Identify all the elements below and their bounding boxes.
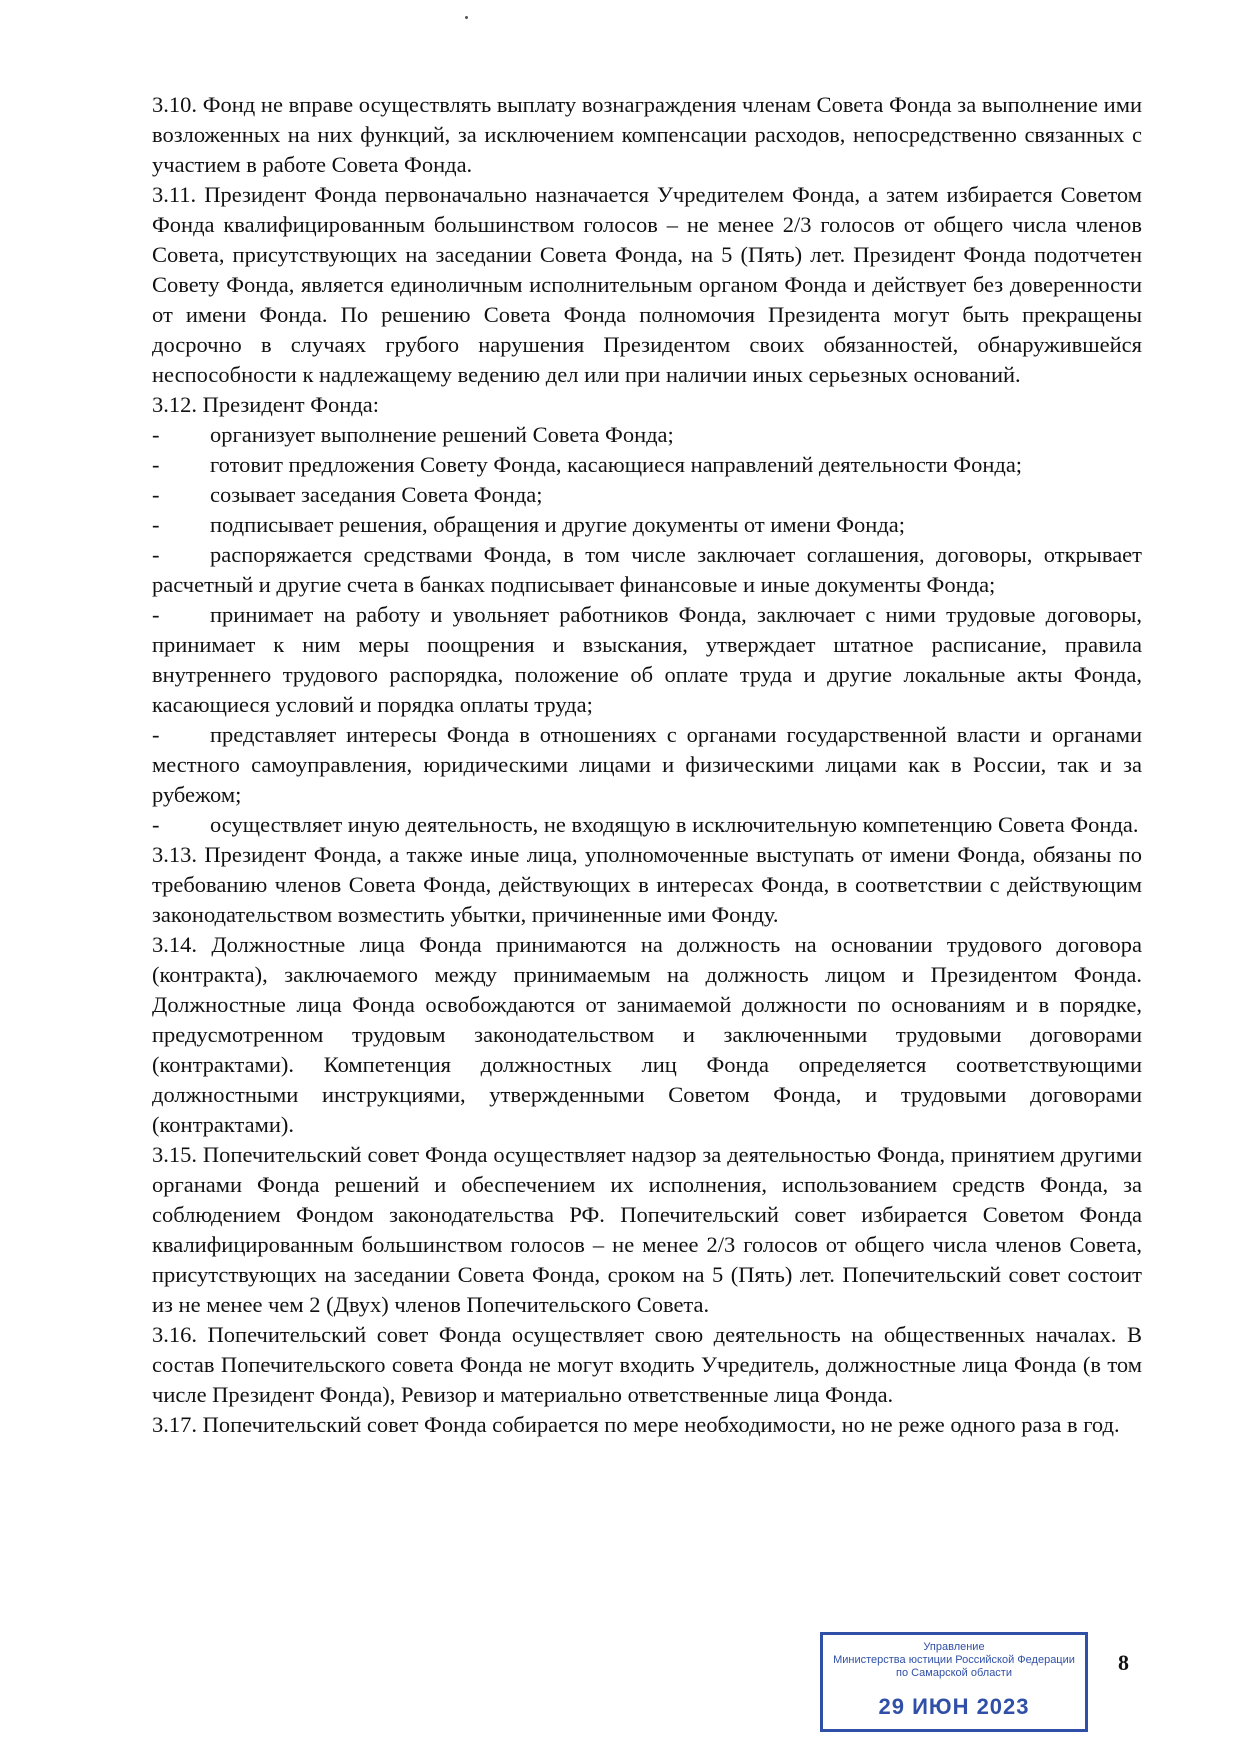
bullet-text: принимает на работу и увольняет работников Фонда, заключает с ними трудовые договоры, принимает к ним меры поощрения и взыскания, утверждает штатное расписание, правила внутреннего трудового распорядка, положение об оплате труда и другие локальные акты Фонда, касающиеся условий и порядка оплаты труда; [152, 602, 1142, 717]
list-item [152, 540, 1142, 600]
paragraph-3-16: 3.16. Попечительский совет Фонда осуществляет свою деятельность на общественных началах. В состав Попечительского совета Фонда не могут входить Учредитель, должностные лица Фонда (в том числе Президент Фонда), Ревизор и материально ответственные лица Фонда. [152, 1322, 1142, 1407]
bullet-text: созывает заседания Совета Фонда; [210, 482, 543, 507]
bullet-text: представляет интересы Фонда в отношениях с органами государственной власти и органами местного самоуправления, юридическими лицами и физическими лицами как в России, так и за рубежом; [152, 722, 1142, 807]
list-item [152, 480, 1142, 510]
bullet-dash: - [152, 722, 160, 747]
list-item [152, 720, 1142, 810]
bullet-dash: - [152, 452, 160, 477]
bullet-dash: - [152, 812, 160, 837]
paragraph-3-13: 3.13. Президент Фонда, а также иные лица, уполномоченные выступать от имени Фонда, обязаны по требованию членов Совета Фонда, действующих в интересах Фонда, в соответствии с действующим законодательством возместить убытки, причиненные ими Фонду. [152, 842, 1142, 927]
stamp-authority: Управление [923, 1641, 985, 1653]
list-item [152, 420, 1142, 450]
bullet-text: готовит предложения Совету Фонда, касающиеся направлений деятельности Фонда; [210, 452, 1023, 477]
bullet-dash: - [152, 542, 160, 567]
list-item [152, 600, 1142, 720]
document-body [152, 90, 1142, 1440]
stamp-region: по Самарской области [895, 1667, 1012, 1679]
paragraph-3-11: 3.11. Президент Фонда первоначально назначается Учредителем Фонда, а затем избирается Советом Фонда квалифицированным большинством голосов – не менее 2/3 голосов от общего числа членов Совета, присутствующих на заседании Совета Фонда, на 5 (Пять) лет. Президент Фонда подотчетен Совету Фонда, является единоличным исполнительным органом Фонда и действует без доверенности от имени Фонда. По решению Совета Фонда полномочия Президента могут быть прекращены досрочно в случаях грубого нарушения Президентом своих обязанностей, обнаружившейся неспособности к надлежащему ведению дел или при наличии иных серьезных оснований. [152, 182, 1142, 387]
list-item [152, 810, 1142, 840]
bullet-text: осуществляет иную деятельность, не входящую в исключительную компетенцию Совета Фонда. [210, 812, 1139, 837]
bullet-dash: - [152, 482, 160, 507]
bullet-text: организует выполнение решений Совета Фонда; [210, 422, 674, 447]
registration-stamp [820, 1632, 1088, 1732]
stamp-date: 29 ИЮН 2023 [878, 1694, 1030, 1719]
scan-mark [465, 16, 468, 19]
stamp-ministry: Министерства юстиции Российской Федерации [833, 1654, 1075, 1666]
page-number: 8 [1118, 1650, 1129, 1675]
bullet-text: подписывает решения, обращения и другие документы от имени Фонда; [210, 512, 906, 537]
paragraph-3-10: 3.10. Фонд не вправе осуществлять выплату вознаграждения членам Совета Фонда за выполнение ими возложенных на них функций, за исключением компенсации расходов, непосредственно связанных с участием в работе Совета Фонда. [152, 92, 1142, 177]
paragraph-3-14: 3.14. Должностные лица Фонда принимаются на должность на основании трудового договора (контракта), заключаемого между принимаемым на должность лицом и Президентом Фонда. Должностные лица Фонда освобождаются от занимаемой должности по основаниям и в порядке, предусмотренном трудовым законодательством и заключенными трудовыми договорами (контрактами). Компетенция должностных лиц Фонда определяется соответствующими должностными инструкциями, утвержденными Советом Фонда, и трудовыми договорами (контрактами). [152, 932, 1142, 1137]
paragraph-3-12: 3.12. Президент Фонда: [152, 392, 379, 417]
bullet-dash: - [152, 602, 160, 627]
bullet-text: распоряжается средствами Фонда, в том числе заключает соглашения, договоры, открывает расчетный и другие счета в банках подписывает финансовые и иные документы Фонда; [152, 542, 1142, 597]
list-item [152, 450, 1142, 480]
list-item [152, 510, 1142, 540]
bullet-dash: - [152, 422, 160, 447]
bullet-dash: - [152, 512, 160, 537]
paragraph-3-17: 3.17. Попечительский совет Фонда собирается по мере необходимости, но не реже одного раза в год. [152, 1412, 1120, 1437]
paragraph-3-15: 3.15. Попечительский совет Фонда осуществляет надзор за деятельностью Фонда, принятием другими органами Фонда решений и обеспечением их исполнения, использованием средств Фонда, за соблюдением Фондом законодательства РФ. Попечительский совет избирается Советом Фонда квалифицированным большинством голосов – не менее 2/3 голосов от общего числа членов Совета, присутствующих на заседании Совета Фонда, сроком на 5 (Пять) лет. Попечительский совет состоит из не менее чем 2 (Двух) членов Попечительского Совета. [152, 1142, 1142, 1317]
